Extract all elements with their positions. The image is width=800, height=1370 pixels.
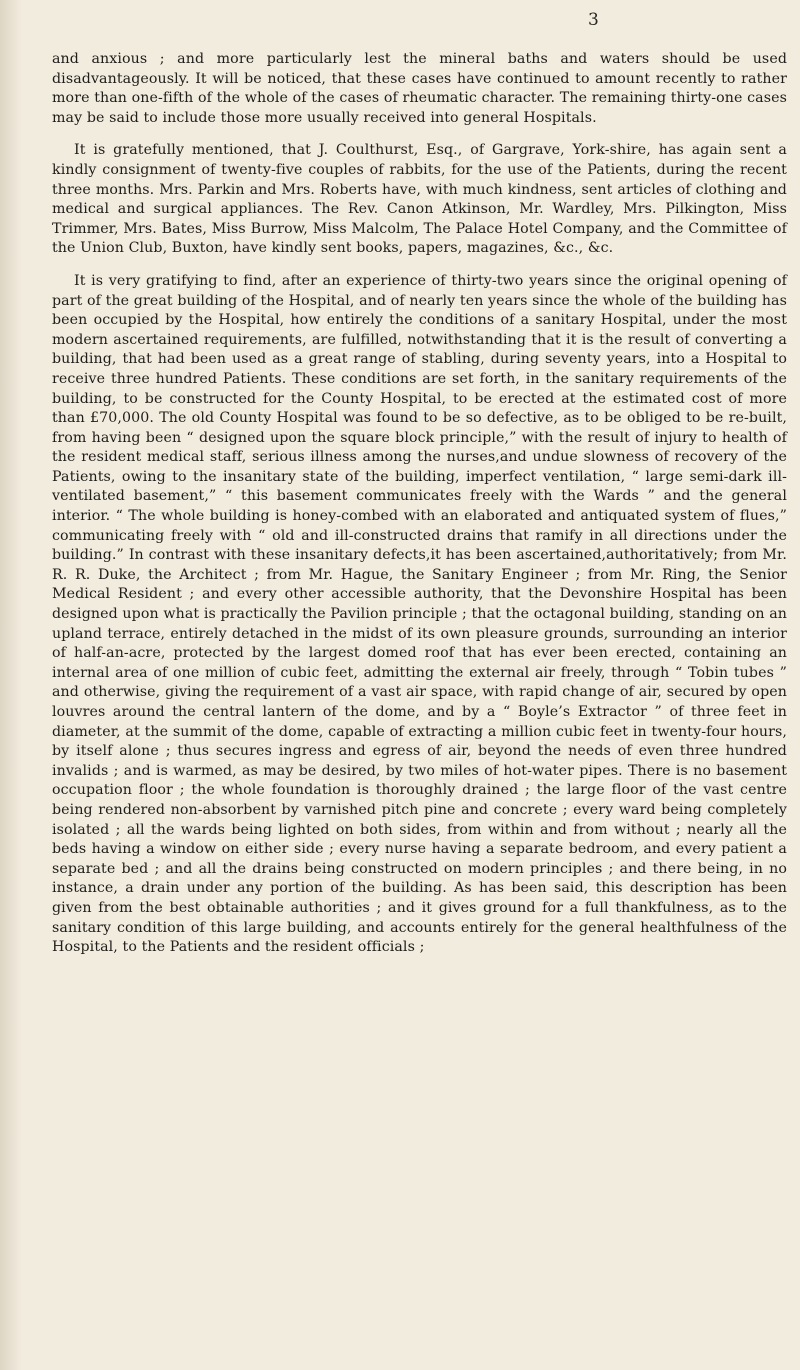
body-text	[52, 50, 787, 971]
page-edge-shadow	[0, 0, 22, 1370]
paragraph-donations: It is gratefully mentioned, that J. Coulthurst, Esq., of Gargrave, York-shire, has again sent a kindly consignment of twenty-five couples of rabbits, for the use of the Patients, during the recent three months. Mrs. Parkin and Mrs. Roberts have, with much kindness, sent articles of clothing and medical and surgical appliances. The Rev. Canon Atkinson, Mr. Wardley, Mrs. Pilkington, Miss Trimmer, Mrs. Bates, Miss Burrow, Miss Malcolm, The Palace Hotel Company, and the Committee of the Union Club, Buxton, have kindly sent books, papers, magazines, &c., &c.	[52, 142, 787, 257]
paragraph-sanitary-conditions: It is very gratifying to find, after an experience of thirty-two years since the original opening of part of the great building of the Hospital, and of nearly ten years since the whole of the building has been occupied by the Hospital, how entirely the conditions of a sanitary Hospital, under the most modern ascertained requirements, are fulfilled, notwithstanding that it is the result of converting a building, that had been used as a great range of stabling, during seventy years, into a Hospital to receive three hundred Patients. These conditions are set forth, in the sanitary requirements of the building, to be constructed for the County Hospital, to be erected at the estimated cost of more than £70,000. The old County Hospital was found to be so defective, as to be obliged to be re-built, from having been “ designed upon the square block principle,” with the result of injury to health of the resident medical staff, serious illness among the nurses,and undue slowness of recovery of the Patients, owing to the insanitary state of the building, imperfect ventilation, “ large semi-dark ill-ventilated basement,” “ this basement communicates freely with the Wards ” and the general interior. “ The whole building is honey-combed with an elaborated and antiquated system of flues,” communicating freely with “ old and ill-constructed drains that ramify in all directions under the building.” In contrast with these insanitary defects,it has been ascertained,authoritatively; from Mr. R. R. Duke, the Architect ; from Mr. Hague, the Sanitary Engineer ; from Mr. Ring, the Senior Medical Resident ; and every other accessible authority, that the Devonshire Hospital has been designed upon what is practically the Pavilion principle ; that the octagonal building, standing on an upland terrace, entirely detached in the midst of its own pleasure grounds, surrounding an interior of half-an-acre, protected by the largest domed roof that has ever been erected, containing an internal area of one million of cubic feet, admitting the external air freely, through “ Tobin tubes ” and otherwise, giving the requirement of a vast air space, with rapid change of air, secured by open louvres around the central lantern of the dome, and by a “ Boyle’s Extractor ” of three feet in diameter, at the summit of the dome, capable of extracting a million cubic feet in twenty-four hours, by itself alone ; thus secures ingress and egress of air, beyond the needs of even three hundred invalids ; and is warmed, as may be desired, by two miles of hot-water pipes. There is no basement occupation floor ; the whole foundation is thoroughly drained ; the large floor of the vast centre being rendered non-absorbent by varnished pitch pine and concrete ; every ward being completely isolated ; all the wards being lighted on both sides, from within and from without ; nearly all the beds having a window on either side ; every nurse having a separate bedroom, and every patient a separate bed ; and all the drains being constructed on modern principles ; and there being, in no instance, a drain under any portion of the building. As has been said, this description has been given from the best obtainable authorities ; and it gives ground for a full thankfulness, as to the sanitary condition of this large building, and accounts entirely for the general healthfulness of the Hospital, to the Patients and the resident officials ;	[52, 272, 787, 956]
paragraph-rheumatic-cases: and anxious ; and more particularly lest the mineral baths and waters should be used disadvantageously. It will be noticed, that these cases have continued to amount recently to rather more than one-fifth of the whole of the cases of rheumatic character. The remaining thirty-one cases may be said to include those more usually received into general Hospitals.	[52, 51, 787, 126]
page-number: 3	[588, 10, 599, 30]
